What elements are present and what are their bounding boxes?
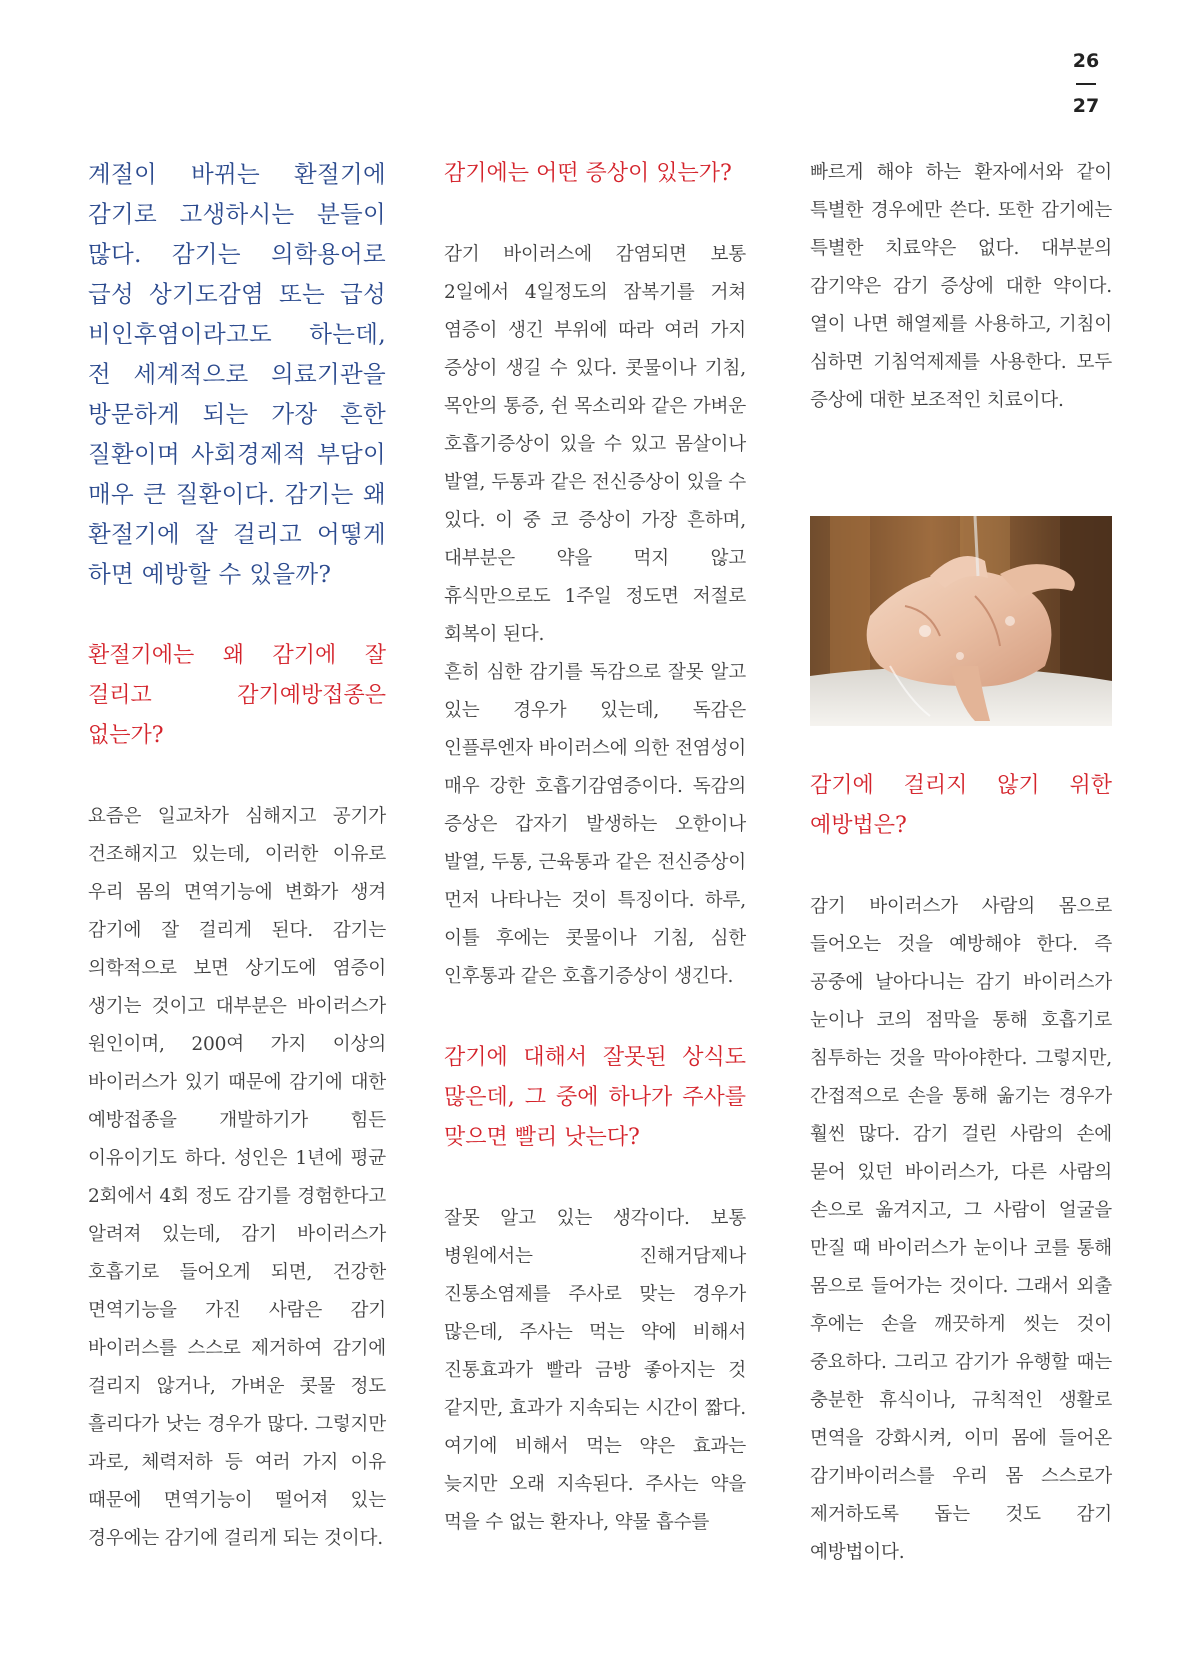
- page-number-right: 27: [1072, 95, 1100, 117]
- column-middle: [444, 154, 746, 1542]
- page-number-left: 26: [1072, 50, 1100, 72]
- column-right-lower: [810, 766, 1112, 1572]
- page-numbers: [1066, 52, 1106, 116]
- intro-paragraph: 계절이 바뀌는 환절기에 감기로 고생하시는 분들이 많다. 감기는 의학용어로 급성 상기도감염 또는 급성 비인후염이라고도 하는데, 전 세계적으로 의료기관을 방문하게 되는 가장 흔한 질환이며 사회경제적 부담이 매우 큰 질환이다. 감기는 왜 환절기에 잘 걸리고 어떻게 하면 예방할 수 있을까?: [88, 160, 386, 588]
- body-paragraph: 빠르게 해야 하는 환자에서와 같이 특별한 경우에만 쓴다. 또한 감기에는 특별한 치료약은 없다. 대부분의 감기약은 감기 증상에 대한 약이다. 열이 나면 해열제를 사용하고, 기침이 심하면 기침억제제를 사용한다. 모두 증상에 대한 보조적인 치료이다.: [810, 162, 1112, 411]
- section-heading-symptoms: 감기에는 어떤 증상이 있는가?: [444, 161, 732, 186]
- page-number-divider: [1076, 83, 1096, 85]
- section-heading-misconception: 감기에 대해서 잘못된 상식도 많은데, 그 중에 하나가 주사를 맞으면 빨리 낫는다?: [444, 1045, 746, 1150]
- body-paragraph: 흔히 심한 감기를 독감으로 잘못 알고 있는 경우가 있는데, 독감은 인플루엔자 바이러스에 의한 전염성이 매우 강한 호흡기감염증이다. 독감의 증상은 갑자기 발생하는 오한이나 발열, 두통, 근육통과 같은 전신증상이 먼저 나타나는 것이 특징이다. 하루, 이틀 후에는 콧물이나 기침, 심한 인후통과 같은 호흡기증상이 생긴다.: [444, 662, 746, 987]
- body-paragraph: 감기 바이러스가 사람의 몸으로 들어오는 것을 예방해야 한다. 즉 공중에 날아다니는 감기 바이러스가 눈이나 코의 점막을 통해 호흡기로 침투하는 것을 막아야한다. 그렇지만, 간접적으로 손을 통해 옮기는 경우가 훨씬 많다. 감기 걸린 사람의 손에 묻어 있던 바이러스가, 다른 사람의 손으로 옮겨지고, 그 사람이 얼굴을 만질 때 바이러스가 눈이나 코를 통해 몸으로 들어가는 것이다. 그래서 외출 후에는 손을 깨끗하게 씻는 것이 중요하다. 그리고 감기가 유행할 때는 충분한 휴식이나, 규칙적인 생활로 면역을 강화시켜, 이미 몸에 들어온 감기바이러스를 우리 몸 스스로가 제거하도록 돕는 것도 감기 예방법이다.: [810, 896, 1112, 1563]
- body-paragraph: 요즘은 일교차가 심해지고 공기가 건조해지고 있는데, 이러한 이유로 우리 몸의 면역기능에 변화가 생겨 감기에 잘 걸리게 된다. 감기는 의학적으로 보면 상기도에 염증이 생기는 것이고 대부분은 바이러스가 원인이며, 200여 가지 이상의 바이러스가 있기 때문에 감기에 대한 예방접종을 개발하기가 힘든 이유이기도 하다. 성인은 1년에 평균 2회에서 4회 정도 감기를 경험한다고 알려져 있는데, 감기 바이러스가 호흡기로 들어오게 되면, 건강한 면역기능을 가진 사람은 감기 바이러스를 스스로 제거하여 감기에 걸리지 않거나, 가벼운 콧물 정도 흘리다가 낫는 경우가 많다. 그렇지만 과로, 체력저하 등 여러 가지 이유 때문에 면역기능이 떨어져 있는 경우에는 감기에 걸리게 되는 것이다.: [88, 806, 386, 1549]
- section-heading-season-cold: 환절기에는 왜 감기에 잘 걸리고 감기예방접종은 없는가?: [88, 643, 386, 748]
- body-paragraph: 잘못 알고 있는 생각이다. 보통 병원에서는 진해거담제나 진통소염제를 주사로 맞는 경우가 많은데, 주사는 먹는 약에 비해서 진통효과가 빨라 금방 좋아지는 것 같지만, 효과가 지속되는 시간이 짧다. 여기에 비해서 먹는 약은 효과는 늦지만 오래 지속된다. 주사는 약을 먹을 수 없는 환자나, 약물 흡수를: [444, 1208, 746, 1533]
- section-heading-prevention: 감기에 걸리지 않기 위한 예방법은?: [810, 773, 1112, 838]
- hand-washing-illustration: [810, 516, 1112, 726]
- body-paragraph: 감기 바이러스에 감염되면 보통 2일에서 4일정도의 잠복기를 거쳐 염증이 생긴 부위에 따라 여러 가지 증상이 생길 수 있다. 콧물이나 기침, 목안의 통증, 쉰 목소리와 같은 가벼운 호흡기증상이 있을 수 있고 몸살이나 발열, 두통과 같은 전신증상이 있을 수 있다. 이 중 코 증상이 가장 흔하며, 대부분은 약을 먹지 않고 휴식만으로도 1주일 정도면 저절로 회복이 된다.: [444, 244, 746, 645]
- column-left: [88, 154, 386, 1558]
- column-right: [810, 154, 1112, 420]
- hand-washing-photo: [810, 516, 1112, 726]
